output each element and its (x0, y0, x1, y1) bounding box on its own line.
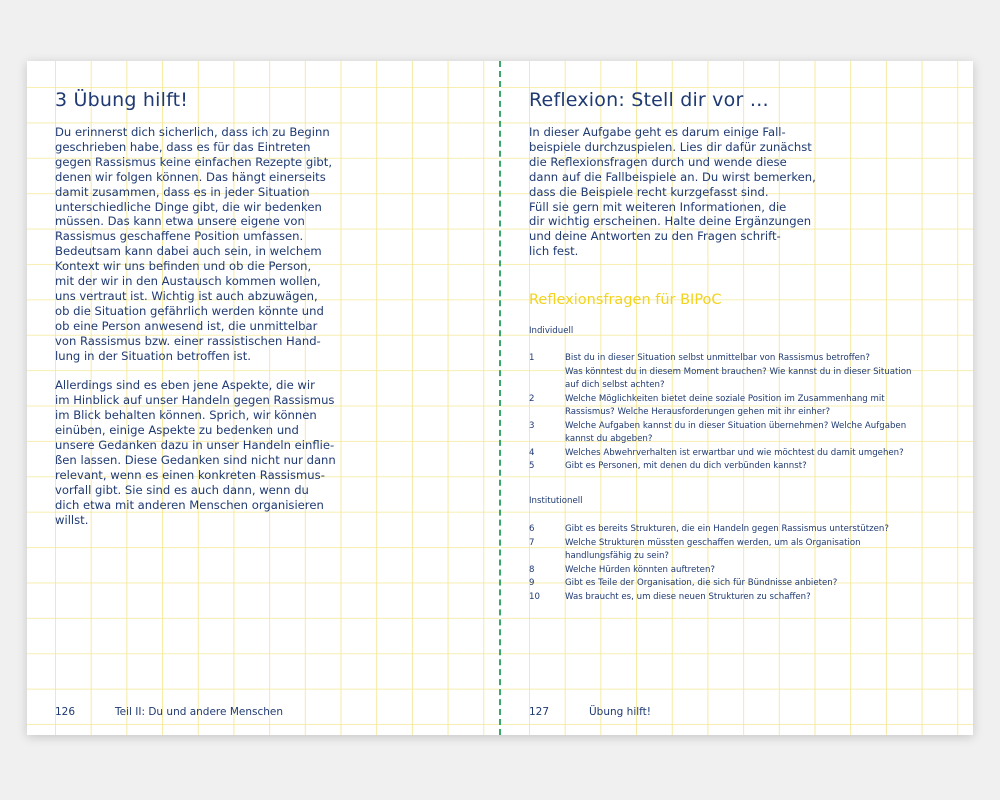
question-text: Welche Möglichkeiten bietet deine soziale Position im Zusammenhang mit Rassismus? Welche Herausforderungen gehen mit ihr einher? (565, 393, 885, 417)
reflection-questions-heading: Reflexionsfragen für BIPoC (529, 292, 722, 308)
question-item (529, 420, 925, 447)
reflection-heading: Reflexion: Stell dir vor … (529, 89, 769, 111)
question-item (529, 591, 925, 605)
paragraph-1: Du erinnerst dich sicherlich, dass ich zu Beginn geschrieben habe, dass es für das Eintreten gegen Rassismus keine einfachen Rezepte gibt, denen wir folgen können. Das hängt einerseits damit zusammen, dass es in jeder Situation unterschiedliche Dinge gibt, die wir bedenken müssen. Das kann etwa unsere eigene von Rassismus geschaffene Position umfassen. Bedeutsam kann dabei auch sein, in welchem Kontext wir uns befinden und ob die Person, mit der wir in den Austausch kommen wollen, uns vertraut ist. Wichtig ist auch abzuwägen, ob die Situation gefährlich werden könnte und ob eine Person anwesend ist, die unmittelbar von Rassismus bzw. einer rassistischen Hand- lung in der Situation betroffen ist. (55, 125, 333, 363)
question-number: 2 (529, 393, 535, 404)
question-number: 7 (529, 537, 535, 548)
page-number-right: 127 (529, 706, 550, 718)
question-item (529, 523, 925, 537)
question-text: Welche Hürden könnten auftreten? (565, 564, 715, 575)
question-number: 1 (529, 353, 535, 363)
question-number: 9 (529, 578, 535, 588)
question-text: Gibt es Personen, mit denen du dich verbünden kannst? (565, 461, 807, 471)
question-text: Was braucht es, um diese neuen Strukturen zu schaffen? (565, 591, 811, 602)
page-number-left: 126 (55, 706, 76, 718)
question-item (529, 460, 925, 474)
chapter-heading: 3 Übung hilft! (55, 89, 189, 111)
question-number: 5 (529, 461, 535, 471)
left-body-text (55, 125, 475, 542)
question-number: 6 (529, 524, 535, 534)
question-number: 3 (529, 420, 535, 431)
paragraph-2: Allerdings sind es eben jene Aspekte, die wir im Hinblick auf unser Handeln gegen Rassismus im Blick behalten können. Sprich, wir können einüben, einige Aspekte zu bedenken und unsere Gedanken dazu in unser Handeln einflie- ßen lassen. Diese Gedanken sind nicht nur dann relevant, wenn es einen konkreten Rassismus- vorfall gibt. Sie sind es auch dann, wenn du dich etwa mit anderen Menschen organisieren willst. (55, 378, 336, 527)
question-text: Gibt es bereits Strukturen, die ein Handeln gegen Rassismus unterstützen? (565, 524, 889, 534)
question-item (529, 577, 925, 591)
question-text: Bist du in dieser Situation selbst unmittelbar von Rassismus betroffen? Was könntest du in diesem Moment brauchen? Wie kannst du in dieser Situation auf dich selbst achten? (565, 353, 912, 390)
institutional-label: Institutionell (529, 496, 583, 506)
question-item (529, 447, 925, 461)
institutional-questions-list (529, 523, 925, 604)
right-page (501, 61, 973, 735)
book-spread (27, 61, 973, 735)
question-number: 8 (529, 564, 535, 575)
intro-paragraph: In dieser Aufgabe geht es darum einige Fall- beispiele durchzuspielen. Lies dir dafür zunächst die Reflexionsfragen durch und wende diese dann auf die Fallbeispiele an. Du wirst bemerken, dass die Beispiele recht kurzgefasst sind. Füll sie gern mit weiteren Informationen, die dir wichtig erscheinen. Halte deine Ergänzungen und deine Antworten zu den Fragen schrift- lich fest. (529, 125, 816, 259)
question-number: 4 (529, 447, 535, 458)
question-item (529, 537, 925, 564)
running-title-right: Übung hilft! (589, 706, 651, 718)
running-title-left: Teil II: Du und andere Menschen (115, 706, 284, 718)
individual-label: Individuell (529, 326, 574, 336)
question-number: 10 (529, 591, 540, 602)
question-item (529, 352, 925, 393)
question-text: Welches Abwehrverhalten ist erwartbar und wie möchtest du damit umgehen? (565, 447, 904, 458)
question-item (529, 393, 925, 420)
individual-questions-list (529, 352, 925, 474)
right-intro-text (529, 125, 949, 274)
question-item (529, 564, 925, 578)
question-text: Gibt es Teile der Organisation, die sich für Bündnisse anbieten? (565, 578, 838, 588)
question-text: Welche Strukturen müssten geschaffen werden, um als Organisation handlungsfähig zu sein? (565, 537, 861, 561)
question-text: Welche Aufgaben kannst du in dieser Situation übernehmen? Welche Aufgaben kannst du abgeben? (565, 420, 907, 444)
left-page (27, 61, 499, 735)
